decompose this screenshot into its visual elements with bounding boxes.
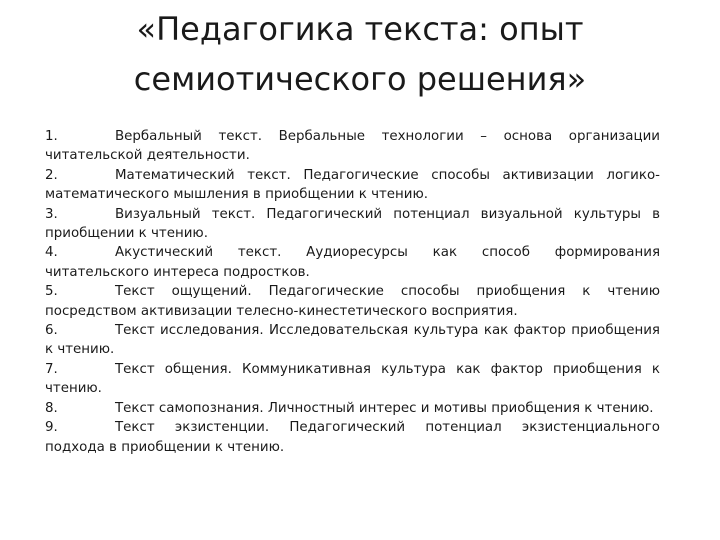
list-item-text: Текст экзистенции. Педагогический потенциал экзистенциального подхода в приобщении к чтению. [45, 420, 660, 455]
slide-title [60, 4, 660, 104]
list-item-number: 7. [45, 361, 58, 377]
list-item-text: Текст общения. Коммуникативная культура как фактор приобщения к чтению. [45, 361, 660, 397]
list-item-text: Вербальный текст. Вербальные технологии – основа организации читательской деятельности. [45, 129, 660, 164]
list-item-text: Визуальный текст. Педагогический потенциал визуальной культуры в приобщении к чтению. [45, 206, 660, 242]
list-item-number: 4. [45, 245, 58, 261]
list-item [45, 321, 660, 360]
list-item [45, 282, 660, 321]
list-item-text: Текст ощущений. Педагогические способы приобщения к чтению посредством активизации телесно-кинестетического восприятия. [45, 284, 660, 319]
list-item-number: 3. [45, 206, 58, 222]
list-item-number: 5. [45, 284, 58, 300]
list-item-number: 1. [45, 129, 58, 144]
topic-list [45, 127, 660, 457]
list-item-text: Текст исследования. Исследовательская культура как фактор приобщения к чтению. [45, 323, 660, 358]
list-item [45, 205, 660, 244]
list-item-number: 6. [45, 323, 58, 339]
list-item-text: Текст самопознания. Личностный интерес и мотивы приобщения к чтению. [115, 400, 654, 416]
slide-title-line-2: семиотического решения» [133, 60, 587, 98]
list-item [45, 243, 660, 282]
list-item-number: 9. [45, 420, 58, 436]
list-item [45, 127, 660, 166]
list-item-text: Математический текст. Педагогические способы активизации логико-математического мышления в приобщении к чтению. [45, 167, 660, 203]
list-item-number: 8. [45, 400, 58, 416]
list-item [45, 360, 660, 399]
list-item [45, 166, 660, 205]
slide-title-line-1: «Педагогика текста: опыт [136, 10, 584, 48]
list-item-number: 2. [45, 167, 58, 183]
list-item [45, 399, 660, 418]
list-item-text: Акустический текст. Аудиоресурсы как способ формирования читательского интереса подростков. [45, 245, 660, 280]
list-item [45, 418, 660, 457]
